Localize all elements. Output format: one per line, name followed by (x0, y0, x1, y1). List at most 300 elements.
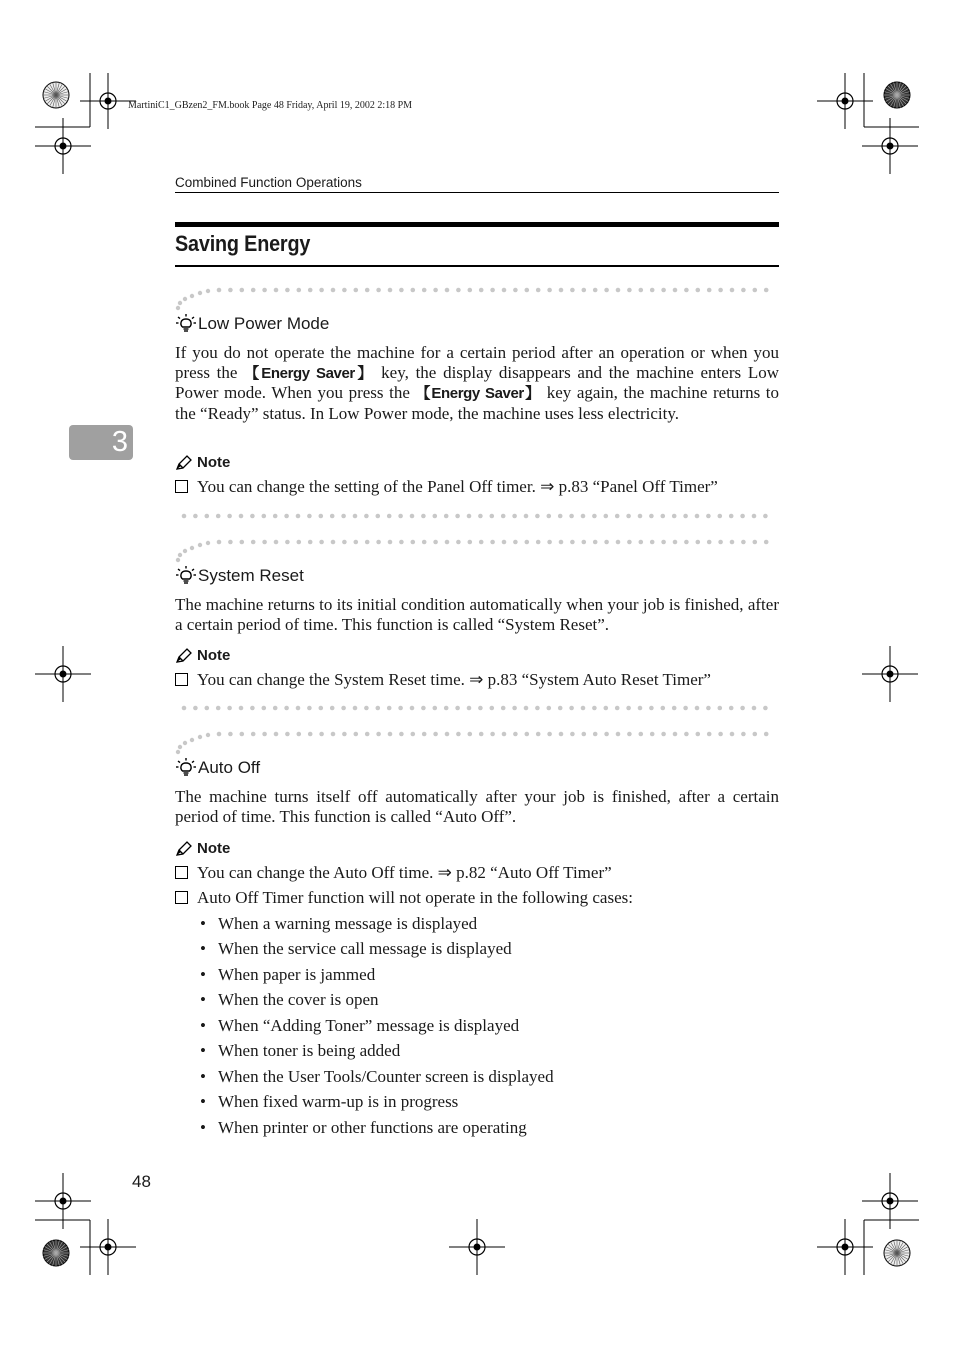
divider-dot (467, 514, 472, 519)
registration-mark-center (60, 1198, 67, 1205)
divider-dot (490, 732, 495, 737)
divider-dot (730, 732, 735, 737)
page-number: 48 (132, 1172, 151, 1191)
divider-dot (741, 288, 746, 293)
note-label: Note (197, 454, 231, 471)
divider-dot (388, 732, 393, 737)
divider-dot (638, 706, 643, 711)
divider-dot (376, 288, 381, 293)
divider-dot (581, 706, 586, 711)
body-text: If you do not operate the machine for a certain period after an operation or when you press the (175, 343, 779, 382)
divider-dot (615, 706, 620, 711)
chapter-tab (69, 425, 133, 460)
divider-dot (626, 706, 631, 711)
divider-dot (661, 288, 666, 293)
divider-dot (536, 288, 541, 293)
case-text: When the User Tools/Counter screen is displayed (218, 1067, 554, 1086)
divider-dot (695, 514, 700, 519)
divider-dot (206, 733, 210, 737)
checkbox-icon (175, 891, 188, 904)
divider-dot (684, 540, 689, 545)
divider-dot (456, 732, 461, 737)
divider-dot (274, 732, 279, 737)
case-item: • When printer or other functions are operating (200, 1118, 527, 1137)
divider-dot (445, 288, 450, 293)
divider-dot (536, 540, 541, 545)
divider-dot (490, 288, 495, 293)
divider-dot (626, 514, 631, 519)
divider-dot (176, 750, 180, 754)
case-text: When the service call message is displayed (218, 939, 512, 958)
divider-dot (547, 706, 552, 711)
section-divider-top (170, 534, 782, 564)
divider-dot (695, 706, 700, 711)
divider-dot (354, 732, 359, 737)
section-heading-text: Low Power Mode (198, 314, 330, 333)
divider-dot (433, 540, 438, 545)
divider-dot (228, 540, 233, 545)
divider-dot (307, 514, 312, 519)
divider-dot (706, 706, 711, 711)
divider-dot (455, 514, 460, 519)
divider-dot (251, 540, 256, 545)
case-item: • When the service call message is displayed (200, 939, 512, 958)
divider-dot (683, 514, 688, 519)
divider-dot (178, 301, 182, 305)
note-item (175, 863, 612, 883)
divider-dot (341, 514, 346, 519)
case-text: When printer or other functions are operating (218, 1118, 527, 1137)
divider-dot (730, 540, 735, 545)
divider-dot (524, 514, 529, 519)
divider-dot (411, 540, 416, 545)
divider-dot (183, 297, 187, 301)
divider-dot (661, 706, 666, 711)
divider-dot (582, 540, 587, 545)
divider-dot (478, 706, 483, 711)
case-text: When toner is being added (218, 1041, 401, 1060)
header-rule (175, 192, 779, 193)
divider-dot (410, 706, 415, 711)
divider-dot (730, 288, 735, 293)
divider-dot (661, 540, 666, 545)
note-text: You can change the setting of the Panel Off timer. ⇒ p.83 “Panel Off Timer” (197, 477, 718, 496)
note-label: Note (197, 840, 231, 857)
note-item (175, 888, 633, 908)
divider-dot (433, 288, 438, 293)
divider-dot (718, 732, 723, 737)
divider-dot (535, 514, 540, 519)
divider-dot (297, 732, 302, 737)
divider-dot (388, 540, 393, 545)
case-item: • When the User Tools/Counter screen is displayed (200, 1067, 554, 1086)
divider-dot (696, 732, 701, 737)
registration-mark-center (60, 671, 67, 678)
divider-dot (308, 540, 313, 545)
energy-saver-key: 【Energy Saver】 (244, 364, 375, 382)
divider-dot (752, 514, 757, 519)
divider-dot (319, 514, 324, 519)
divider-dot (178, 745, 182, 749)
body-text: key again, the machine returns to the “Ready” status. In Low Power mode, the machine uses less electricity. (175, 383, 780, 423)
divider-dot (285, 732, 290, 737)
divider-dot (764, 732, 769, 737)
divider-dot (284, 514, 289, 519)
divider-dot (364, 706, 369, 711)
divider-dot (718, 288, 723, 293)
note-label: Note (197, 647, 231, 664)
divider-dot (513, 540, 518, 545)
divider-dot (479, 540, 484, 545)
registration-mark-center (842, 98, 849, 105)
divider-dot (468, 732, 473, 737)
divider-dot (354, 288, 359, 293)
note-heading (175, 840, 230, 857)
divider-dot (182, 706, 187, 711)
section-divider-bottom (170, 510, 782, 522)
divider-dot (296, 514, 301, 519)
divider-dot (198, 291, 202, 295)
divider-dot (422, 540, 427, 545)
section-divider-bottom (170, 702, 782, 714)
divider-dot (570, 732, 575, 737)
divider-dot (559, 732, 564, 737)
divider-dot (455, 706, 460, 711)
divider-dot (421, 706, 426, 711)
title-bar (175, 222, 779, 227)
divider-dot (198, 543, 202, 547)
divider-dot (274, 540, 279, 545)
divider-dot (331, 732, 336, 737)
low-power-body (175, 343, 779, 423)
divider-dot (228, 288, 233, 293)
divider-dot (206, 541, 210, 545)
case-item: • When a warning message is displayed (200, 914, 478, 933)
divider-dot (297, 540, 302, 545)
divider-dot (525, 732, 530, 737)
registration-mark-center (887, 671, 894, 678)
divider-dot (729, 514, 734, 519)
divider-dot (285, 288, 290, 293)
divider-dot (512, 706, 517, 711)
running-header: Combined Function Operations (175, 175, 362, 190)
divider-dot (707, 540, 712, 545)
divider-dot (627, 288, 632, 293)
note-text: Auto Off Timer function will not operate in the following cases: (197, 888, 633, 907)
divider-dot (239, 514, 244, 519)
section-heading-low-power (175, 313, 329, 335)
divider-dot (319, 288, 324, 293)
divider-dot (468, 288, 473, 293)
divider-dot (387, 706, 392, 711)
divider-dot (536, 732, 541, 737)
case-text: When “Adding Toner” message is displayed (218, 1016, 520, 1035)
divider-dot (410, 514, 415, 519)
divider-dot (639, 732, 644, 737)
divider-dot (262, 540, 267, 545)
divider-dot (193, 514, 198, 519)
divider-dot (198, 735, 202, 739)
divider-dot (673, 540, 678, 545)
divider-dot (490, 514, 495, 519)
divider-dot (707, 732, 712, 737)
divider-dot (411, 732, 416, 737)
divider-dot (183, 549, 187, 553)
divider-dot (649, 706, 654, 711)
divider-dot (206, 289, 210, 293)
divider-dot (456, 540, 461, 545)
title-rule (175, 265, 779, 267)
divider-dot (593, 732, 598, 737)
divider-dot (592, 706, 597, 711)
divider-dot (217, 288, 222, 293)
section-heading-auto-off (175, 757, 260, 779)
divider-dot (330, 514, 335, 519)
divider-dot (741, 540, 746, 545)
divider-dot (718, 514, 723, 519)
divider-dot (240, 288, 245, 293)
divider-dot (525, 288, 530, 293)
tip-bulb-icon (175, 757, 197, 779)
divider-dot (262, 514, 267, 519)
divider-dot (319, 540, 324, 545)
case-text: When a warning message is displayed (218, 914, 478, 933)
case-text: When paper is jammed (218, 965, 376, 984)
registration-mark-center (842, 1244, 849, 1251)
divider-dot (399, 732, 404, 737)
divider-dot (479, 288, 484, 293)
divider-dot (445, 732, 450, 737)
divider-dot (604, 706, 609, 711)
divider-dot (376, 706, 381, 711)
divider-dot (341, 706, 346, 711)
divider-dot (593, 540, 598, 545)
section-heading-text: System Reset (198, 566, 304, 585)
divider-dot (308, 288, 313, 293)
divider-dot (250, 706, 255, 711)
divider-dot (673, 732, 678, 737)
divider-dot (718, 540, 723, 545)
divider-dot (190, 738, 194, 742)
note-text: You can change the System Reset time. ⇒ p.83 “System Auto Reset Timer” (197, 670, 711, 689)
divider-dot (582, 732, 587, 737)
registration-mark-center (105, 1244, 112, 1251)
divider-dot (547, 288, 552, 293)
divider-dot (297, 288, 302, 293)
divider-dot (376, 732, 381, 737)
divider-dot (627, 540, 632, 545)
divider-dot (262, 288, 267, 293)
divider-dot (331, 288, 336, 293)
divider-dot (696, 540, 701, 545)
divider-dot (604, 288, 609, 293)
divider-dot (684, 288, 689, 293)
divider-dot (387, 514, 392, 519)
divider-dot (616, 288, 621, 293)
divider-dot (331, 540, 336, 545)
divider-dot (251, 732, 256, 737)
divider-dot (547, 732, 552, 737)
note-item (175, 670, 711, 690)
divider-dot (639, 540, 644, 545)
divider-dot (535, 706, 540, 711)
divider-dot (176, 558, 180, 562)
divider-dot (411, 288, 416, 293)
divider-dot (217, 540, 222, 545)
divider-dot (190, 294, 194, 298)
body-text: key, the display disappears and the machine enters Low Power mode. When you press the (175, 362, 779, 403)
divider-dot (399, 288, 404, 293)
case-item: • When the cover is open (200, 990, 379, 1009)
divider-dot (604, 732, 609, 737)
divider-dot (342, 288, 347, 293)
section-divider-top (170, 282, 782, 312)
section-divider-top (170, 726, 782, 756)
divider-dot (764, 540, 769, 545)
checkbox-icon (175, 673, 188, 686)
divider-dot (342, 732, 347, 737)
divider-dot (228, 732, 233, 737)
divider-dot (707, 288, 712, 293)
divider-dot (615, 514, 620, 519)
divider-dot (399, 540, 404, 545)
divider-dot (604, 514, 609, 519)
divider-dot (422, 288, 427, 293)
divider-dot (444, 706, 449, 711)
section-heading-text: Auto Off (198, 758, 261, 777)
divider-dot (649, 514, 654, 519)
divider-dot (558, 706, 563, 711)
divider-dot (193, 706, 198, 711)
page-title: Saving Energy (175, 231, 311, 256)
divider-dot (296, 706, 301, 711)
divider-dot (513, 288, 518, 293)
divider-dot (376, 540, 381, 545)
divider-dot (319, 706, 324, 711)
divider-dot (740, 706, 745, 711)
divider-dot (262, 706, 267, 711)
system-reset-body: The machine returns to its initial condition automatically when your job is finished, after a certain period of time. This function is called “System Reset”. (175, 595, 779, 634)
divider-dot (421, 514, 426, 519)
pencil-icon (175, 455, 193, 471)
divider-dot (330, 706, 335, 711)
registration-mark-center (887, 1198, 894, 1205)
checkbox-icon (175, 480, 188, 493)
divider-dot (216, 514, 221, 519)
divider-dot (354, 540, 359, 545)
registration-mark-center (105, 98, 112, 105)
case-item: • When fixed warm-up is in progress (200, 1092, 459, 1111)
divider-dot (502, 288, 507, 293)
divider-dot (445, 540, 450, 545)
divider-dot (706, 514, 711, 519)
note-item (175, 477, 718, 497)
divider-dot (284, 706, 289, 711)
divider-dot (178, 553, 182, 557)
divider-dot (250, 514, 255, 519)
tip-bulb-icon (175, 565, 197, 587)
auto-off-body: The machine turns itself off automatically after your job is finished, after a certain period of time. This function is called “Auto Off”. (175, 787, 779, 826)
divider-dot (285, 540, 290, 545)
divider-dot (319, 732, 324, 737)
divider-dot (616, 540, 621, 545)
divider-dot (273, 706, 278, 711)
divider-dot (672, 706, 677, 711)
divider-dot (512, 514, 517, 519)
divider-dot (661, 514, 666, 519)
divider-dot (444, 514, 449, 519)
case-item: • When toner is being added (200, 1041, 401, 1060)
divider-dot (525, 540, 530, 545)
divider-dot (433, 706, 438, 711)
divider-dot (741, 732, 746, 737)
divider-dot (718, 706, 723, 711)
chapter-number: 3 (111, 426, 128, 458)
divider-dot (753, 540, 758, 545)
divider-dot (752, 706, 757, 711)
divider-dot (513, 732, 518, 737)
divider-dot (729, 706, 734, 711)
book-info: MartiniC1_GBzen2_FM.book Page 48 Friday, April 19, 2002 2:18 PM (128, 100, 413, 111)
divider-dot (205, 514, 210, 519)
note-text: You can change the Auto Off time. ⇒ p.82 “Auto Off Timer” (197, 863, 612, 882)
divider-dot (570, 288, 575, 293)
divider-dot (764, 288, 769, 293)
divider-dot (592, 514, 597, 519)
divider-dot (501, 706, 506, 711)
registration-mark-center (887, 143, 894, 150)
divider-dot (672, 514, 677, 519)
divider-dot (524, 706, 529, 711)
divider-dot (433, 732, 438, 737)
divider-dot (684, 732, 689, 737)
divider-dot (569, 514, 574, 519)
divider-dot (569, 706, 574, 711)
divider-dot (547, 514, 552, 519)
divider-dot (262, 732, 267, 737)
divider-dot (650, 540, 655, 545)
case-text: When fixed warm-up is in progress (218, 1092, 459, 1111)
divider-dot (490, 540, 495, 545)
divider-dot (570, 540, 575, 545)
pencil-icon (175, 648, 193, 664)
divider-dot (251, 288, 256, 293)
divider-dot (365, 732, 370, 737)
divider-dot (502, 540, 507, 545)
divider-dot (398, 514, 403, 519)
divider-dot (479, 732, 484, 737)
divider-dot (216, 706, 221, 711)
divider-dot (364, 514, 369, 519)
divider-dot (274, 288, 279, 293)
divider-dot (240, 732, 245, 737)
divider-dot (650, 288, 655, 293)
case-text: When the cover is open (218, 990, 379, 1009)
divider-dot (639, 288, 644, 293)
divider-dot (638, 514, 643, 519)
divider-dot (478, 514, 483, 519)
divider-dot (468, 540, 473, 545)
divider-dot (673, 288, 678, 293)
case-item: • When “Adding Toner” message is displayed (200, 1016, 520, 1035)
case-item: • When paper is jammed (200, 965, 376, 984)
divider-dot (398, 706, 403, 711)
divider-dot (502, 732, 507, 737)
divider-dot (183, 741, 187, 745)
registration-mark-center (474, 1244, 481, 1251)
divider-dot (627, 732, 632, 737)
divider-dot (205, 706, 210, 711)
